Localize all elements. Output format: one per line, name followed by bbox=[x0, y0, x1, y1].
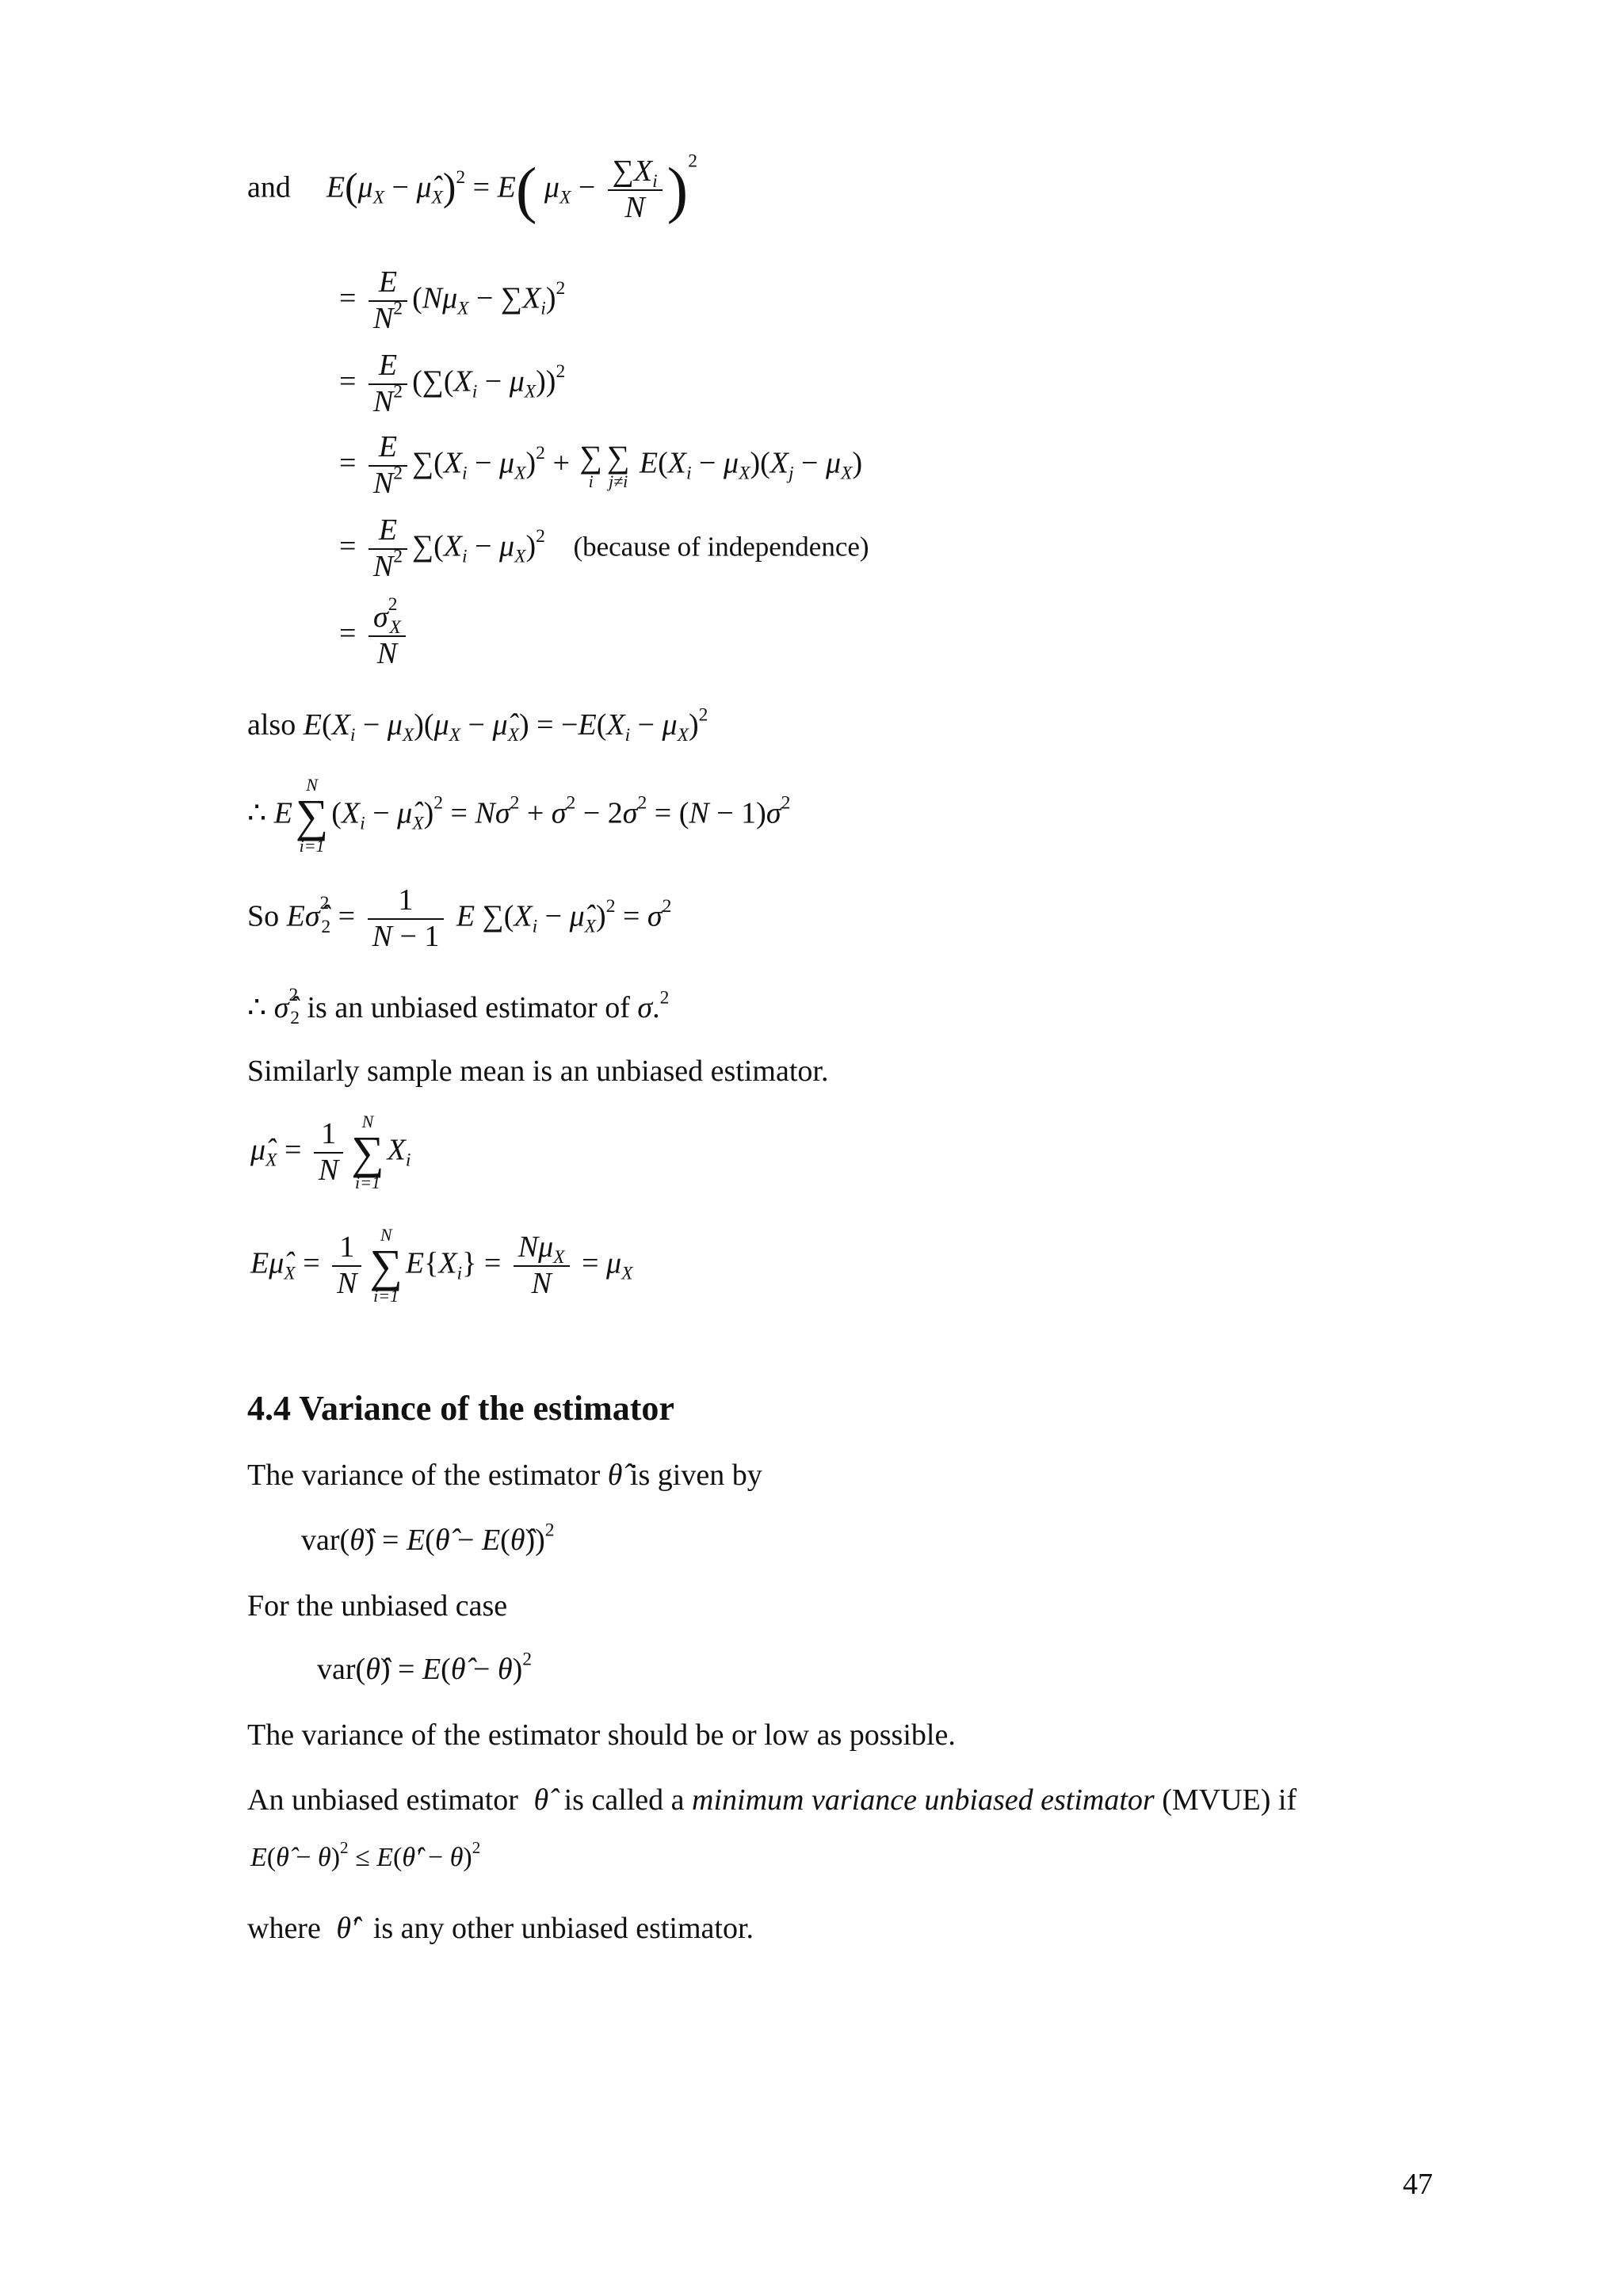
so-word: So bbox=[247, 899, 280, 933]
mvue-term: minimum variance unbiased estimator bbox=[692, 1783, 1155, 1817]
also-word: also bbox=[247, 708, 296, 742]
page-number: 47 bbox=[1403, 2168, 1433, 2201]
paragraph-low-variance: The variance of the estimator should be or low as possible. bbox=[247, 1718, 956, 1752]
equation-sample-mean: $\mû_X$ = $\frac{1}{N}$ N ∑ i=1 $X_i$ bbox=[250, 1112, 411, 1193]
paragraph-sample-mean: Similarly sample mean is an unbiased estimator. bbox=[247, 1055, 829, 1088]
equation-step-2: = $\frac{E}{N^2}$ $(\sum(X_i - \mu_X))^2$ bbox=[339, 349, 566, 418]
paragraph-unbiased-case: For the unbiased case bbox=[247, 1589, 508, 1623]
paragraph-variance-intro: The variance of the estimator θ̂ is given by bbox=[247, 1459, 762, 1492]
variance-intro-text: The variance of the estimator bbox=[247, 1459, 601, 1492]
where-text-b: is any other unbiased estimator. bbox=[372, 1912, 754, 1945]
independence-note: (because of independence) bbox=[573, 531, 869, 563]
mvue-text-b: is called a bbox=[563, 1783, 685, 1817]
variance-intro-text-end: is given by bbox=[629, 1459, 762, 1492]
mvue-text-a: An unbiased estimator bbox=[247, 1783, 518, 1817]
equation-cross-term: also $E(X_i - \mu_X)(\mu_X$ − $\mû_X) = -E(X_i - \mu_X)^2$ bbox=[247, 704, 708, 746]
equation-step-1: = $\frac{E}{N^2}$ $(N\mu_X - \sum X_i)^2$ bbox=[339, 265, 566, 335]
equation-step-5: = $\frac{\sigma^2_X}{N}$ bbox=[339, 601, 411, 671]
paragraph-where: where θ̂′ is any other unbiased estimator. bbox=[247, 1912, 754, 1945]
section-heading: 4.4 Variance of the estimator bbox=[247, 1389, 674, 1428]
mvue-text-c: (MVUE) if bbox=[1162, 1783, 1297, 1817]
equation-sum-of-squares: ∴ E N ∑ i=1 ($X_i$ − $\mû_X)^2 = N\sigma^2 + \sigma^2 - 2\sigma^2 = (N - 1)\sigma^2$ bbox=[247, 775, 791, 856]
equation-variance-unbiased: var(θ̂) = E(θ̂ − θ)$^2$ bbox=[317, 1649, 533, 1686]
equation-variance-definition: var(θ̂) = E(θ̂ − E(θ̂))$^2$ bbox=[301, 1520, 555, 1557]
statement-unbiased-sigma: ∴ σ̂$^2_2$ is an unbiased estimator of σ.$^2$ bbox=[247, 984, 670, 1029]
where-text-a: where bbox=[247, 1912, 321, 1945]
equation-step-3: = $\frac{E}{N^2}$ $\sum(X_i - \mu_X)^2$ + ∑ i ∑ j≠i $E(X_i - \mu_X)(X_j - \mu_X)$ bbox=[339, 430, 863, 500]
equation-mse-definition: and $E(\mu_X$ − $\mû_X)^2 = E$( $\mu_X$ − $\frac{\sum X_i}{N}$ )$^2$ bbox=[247, 151, 698, 225]
equation-mvue-condition: E(θ̂ − θ)$^2$ ≤ E(θ̂′ − θ)$^2$ bbox=[250, 1838, 481, 1872]
equation-unbiased-variance: So Eσ̂$^2_2$ = $\frac{1}{N - 1}$ E $\sum(X_i$ − $\mû_X)^2 = \sigma^2$ bbox=[247, 883, 672, 953]
equation-step-4: = $\frac{E}{N^2}$ $\sum(X_i - \mu_X)^2$ (because of independence) bbox=[339, 513, 869, 583]
paragraph-mvue-definition: An unbiased estimator θ̂ is called a minimum variance unbiased estimator (MVUE) if bbox=[247, 1783, 1297, 1817]
equation-intro-word: and bbox=[247, 170, 291, 204]
unbiased-sigma-text: is an unbiased estimator of bbox=[307, 991, 630, 1024]
equation-expected-sample-mean: $E\mû_X$ = $\frac{1}{N}$ N ∑ i=1 $E\{X_i\}$ = $\frac{N\mu_X}{N}$ = $\mu_X$ bbox=[250, 1225, 633, 1306]
